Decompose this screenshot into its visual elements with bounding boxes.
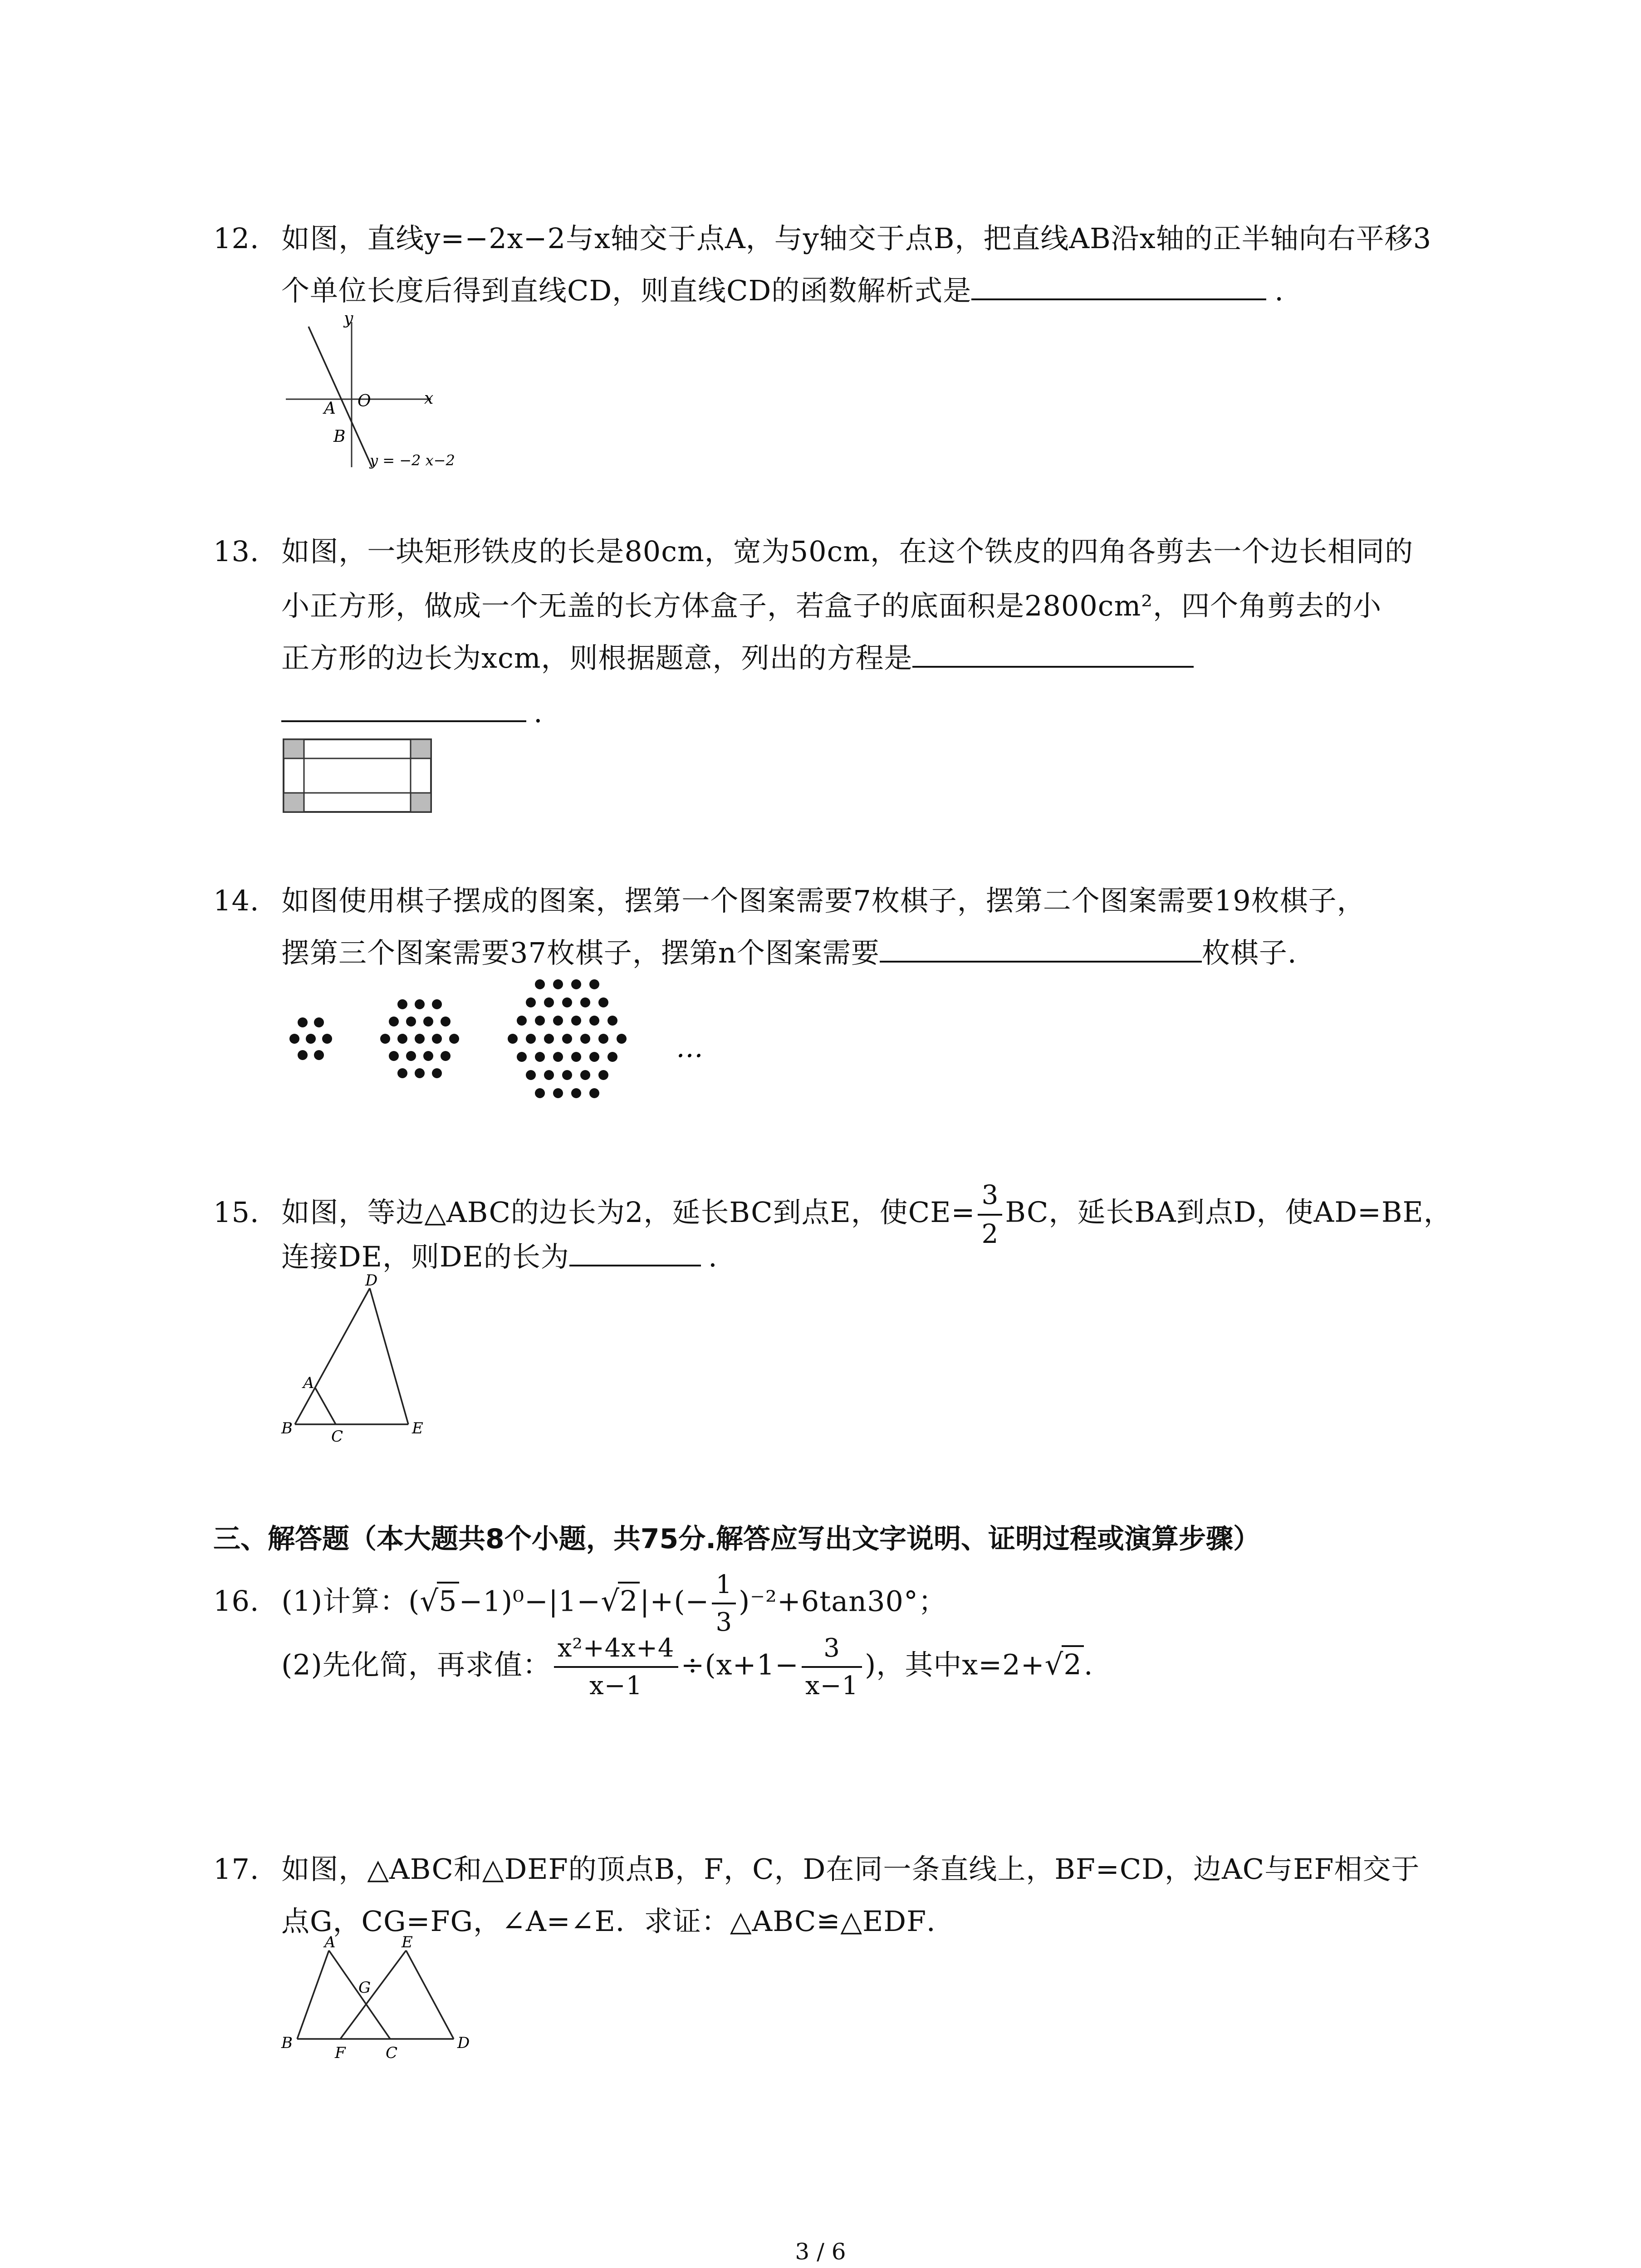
q13-number: 13. bbox=[213, 535, 260, 568]
chess-piece-dot bbox=[571, 1052, 581, 1062]
q17-text2: 点G，CG=FG，∠A=∠E．求证：△ABC≌△EDF． bbox=[281, 1905, 955, 1938]
chess-piece-dot bbox=[397, 999, 407, 1009]
q14-line2 bbox=[281, 936, 1297, 969]
chess-piece-dot bbox=[598, 997, 608, 1007]
q17-number: 17. bbox=[213, 1853, 260, 1886]
q15-answer-blank bbox=[569, 1260, 701, 1266]
section-3-heading: 三、解答题（本大题共8个小题，共75分.解答应写出文字说明、证明过程或演算步骤） bbox=[213, 1523, 1261, 1555]
q12-line2 bbox=[281, 274, 1284, 307]
chess-piece-dot bbox=[289, 1034, 299, 1044]
chess-piece-dot bbox=[306, 1034, 316, 1044]
chess-piece-dot bbox=[544, 997, 554, 1007]
q16-p2-sqrt: 2 bbox=[1062, 1645, 1083, 1681]
q17-figure bbox=[277, 1935, 476, 2071]
chess-piece-dot bbox=[432, 1034, 442, 1044]
chess-piece-dot bbox=[607, 1052, 617, 1062]
q16-number: 16. bbox=[213, 1584, 260, 1618]
chess-piece-dot bbox=[553, 1088, 563, 1098]
chess-piece-dot bbox=[535, 1052, 545, 1062]
q14-text1: 如图使用棋子摆成的图案，摆第一个图案需要7枚棋子，摆第二个图案需要19枚棋子， bbox=[281, 884, 1366, 917]
q13-answer-blank-1 bbox=[912, 661, 1194, 668]
q16-p1a: (1)计算：( bbox=[281, 1584, 420, 1618]
chess-piece-dot bbox=[580, 1070, 590, 1080]
q12-text1: 如图，直线y=−2x−2与x轴交于点A，与y轴交于点B，把直线AB沿x轴的正半轴向右平移3 bbox=[281, 222, 1432, 255]
chess-piece-dot bbox=[553, 1016, 563, 1026]
chess-piece-dot bbox=[423, 1051, 433, 1061]
q15-text1b: BC，延长BA到点D，使AD=BE， bbox=[1005, 1195, 1452, 1229]
q15-figure bbox=[277, 1271, 440, 1447]
q17-line1 bbox=[213, 1853, 1420, 1886]
chess-piece-dot bbox=[322, 1034, 332, 1044]
chess-piece-dot bbox=[389, 1051, 399, 1061]
chess-piece-dot bbox=[298, 1017, 308, 1027]
q17-text1: 如图，△ABC和△DEF的顶点B，F，C，D在同一条直线上，BF=CD，边AC与EF相交于 bbox=[281, 1853, 1420, 1886]
q16-p2-frac1-den: x−1 bbox=[589, 1671, 643, 1701]
chess-piece-dot bbox=[508, 1034, 518, 1044]
q16-p2a: (2)先化简，再求值： bbox=[281, 1648, 551, 1681]
q15-fig-d: D bbox=[365, 1271, 378, 1290]
q14-number: 14. bbox=[213, 884, 260, 917]
chess-piece-dot bbox=[580, 997, 590, 1007]
chess-piece-dot bbox=[562, 997, 572, 1007]
chess-piece-dot bbox=[544, 1070, 554, 1080]
chess-piece-dot bbox=[517, 1016, 527, 1026]
q12-fig-eq: y = −2 x−2 bbox=[370, 452, 455, 469]
q15-line1 bbox=[213, 1179, 1452, 1250]
q12-line1 bbox=[213, 222, 1432, 255]
q17-fig-c: C bbox=[386, 2044, 398, 2062]
q15-text1a: 如图，等边△ABC的边长为2，延长BC到点E，使CE= bbox=[281, 1195, 975, 1229]
q16-p2d: . bbox=[1083, 1648, 1093, 1681]
chess-piece-dot bbox=[406, 1017, 416, 1026]
q13-figure bbox=[281, 737, 436, 816]
q13-line2 bbox=[281, 589, 1382, 622]
q12-number: 12. bbox=[213, 222, 260, 255]
q12-answer-blank bbox=[971, 294, 1266, 300]
chess-piece-dot bbox=[314, 1017, 324, 1027]
q17-fig-d: D bbox=[457, 2034, 470, 2052]
q14-ellipsis: … bbox=[676, 1032, 703, 1064]
q12-fig-b: B bbox=[333, 427, 346, 446]
q15-frac-den: 2 bbox=[981, 1218, 999, 1249]
chess-piece-dot bbox=[314, 1050, 324, 1060]
q16-part1: 16. (1)计算：(√5−1)⁰−|1−√2|+(− $\frac{1}{3}$ )⁻²+6tan30°； bbox=[213, 1570, 947, 1637]
q15-fig-c: C bbox=[331, 1427, 343, 1446]
q14-text2a: 摆第三个图案需要37枚棋子，摆第n个图案需要 bbox=[281, 936, 880, 969]
q15-line2 bbox=[281, 1240, 718, 1273]
chess-piece-dot bbox=[562, 1034, 572, 1044]
q16-p2-frac1 bbox=[554, 1633, 678, 1701]
q15-fig-b: B bbox=[281, 1419, 293, 1437]
q14-figure bbox=[272, 966, 726, 1120]
chess-piece-dot bbox=[380, 1034, 390, 1044]
q16-p2-frac1-num: x²+4x+4 bbox=[554, 1633, 678, 1668]
q15-fig-e: E bbox=[412, 1419, 423, 1437]
q17-line2 bbox=[281, 1907, 955, 1936]
chess-piece-dot bbox=[517, 1052, 527, 1062]
chess-piece-dot bbox=[441, 1051, 451, 1061]
chess-piece-dot bbox=[415, 999, 425, 1009]
chess-piece-dot bbox=[432, 999, 442, 1009]
chess-piece-dot bbox=[589, 1052, 599, 1062]
chess-piece-dot bbox=[589, 979, 599, 989]
q15-period: . bbox=[708, 1240, 718, 1273]
q16-p1-frac-den: 3 bbox=[715, 1608, 733, 1637]
q13-text3: 正方形的边长为xcm，则根据题意，列出的方程是 bbox=[281, 641, 913, 675]
chess-piece-dot bbox=[298, 1050, 308, 1060]
chess-piece-dot bbox=[449, 1034, 459, 1044]
q12-figure bbox=[277, 309, 467, 476]
chess-piece-dot bbox=[526, 1034, 536, 1044]
chess-piece-dot bbox=[607, 1016, 617, 1026]
chess-piece-dot bbox=[589, 1088, 599, 1098]
q14-answer-blank bbox=[880, 956, 1202, 963]
q16-p1d: )⁻²+6tan30°； bbox=[739, 1584, 947, 1618]
chess-piece-dot bbox=[571, 1088, 581, 1098]
q14-line1 bbox=[213, 884, 1366, 917]
chess-piece-dot bbox=[562, 1070, 572, 1080]
q15-frac-num: 3 bbox=[978, 1179, 1002, 1216]
q16-p2c: )，其中x=2+ bbox=[865, 1648, 1045, 1681]
q17-fig-e: E bbox=[402, 1933, 413, 1951]
q16-part2: (2)先化简，再求值： $\frac{\text{x²+4x+4}}{x-1}$ ÷(x+1− $\frac{3}{x-1}$ )，其中x=2+√2. bbox=[281, 1633, 1093, 1701]
chess-piece-dot bbox=[617, 1034, 627, 1044]
q16-p1c: |+(− bbox=[640, 1584, 710, 1618]
chess-piece-dot bbox=[406, 1051, 416, 1061]
q16-p2b: ÷(x+1− bbox=[681, 1648, 799, 1681]
q16-p2-frac2-num: 3 bbox=[802, 1633, 862, 1668]
chess-piece-dot bbox=[571, 979, 581, 989]
q16-p2-frac2-den: x−1 bbox=[805, 1671, 859, 1701]
q12-fig-a: A bbox=[324, 399, 336, 418]
q13-answer-blank-2 bbox=[281, 716, 526, 722]
chess-piece-dot bbox=[535, 1088, 545, 1098]
q14-text2b: 枚棋子. bbox=[1201, 936, 1297, 969]
q15-fraction bbox=[978, 1179, 1002, 1250]
q17-fig-a: A bbox=[324, 1933, 336, 1951]
q16-p2-frac2 bbox=[802, 1633, 862, 1701]
chess-piece-dot bbox=[432, 1068, 442, 1078]
q16-p1-frac bbox=[712, 1569, 736, 1637]
q16-p1-sqrt2: 2 bbox=[618, 1582, 640, 1618]
chess-piece-dot bbox=[415, 1034, 425, 1044]
q15-fig-a: A bbox=[303, 1374, 314, 1392]
chess-piece-dot bbox=[544, 1034, 554, 1044]
q15-text2: 连接DE，则DE的长为 bbox=[281, 1240, 569, 1273]
q13-line4 bbox=[281, 696, 543, 729]
chess-piece-dot bbox=[553, 1052, 563, 1062]
chess-piece-dot bbox=[389, 1017, 399, 1026]
q17-fig-f: F bbox=[335, 2044, 346, 2062]
q16-p1b: −1)⁰−|1− bbox=[459, 1584, 601, 1618]
chess-piece-dot bbox=[397, 1034, 407, 1044]
chess-piece-dot bbox=[441, 1017, 451, 1026]
q17-fig-g: G bbox=[358, 1979, 371, 1997]
chess-piece-dot bbox=[589, 1016, 599, 1026]
q12-period: . bbox=[1274, 274, 1284, 307]
chess-piece-dot bbox=[598, 1034, 608, 1044]
q15-number: 15. bbox=[213, 1195, 260, 1229]
q12-text2: 个单位长度后得到直线CD，则直线CD的函数解析式是 bbox=[281, 274, 972, 307]
chess-piece-dot bbox=[397, 1068, 407, 1078]
chess-piece-dot bbox=[535, 979, 545, 989]
q12-fig-x: x bbox=[424, 389, 434, 408]
q16-p1-sqrt: 5 bbox=[437, 1582, 459, 1618]
chess-piece-dot bbox=[526, 1070, 536, 1080]
q17-fig-b: B bbox=[281, 2034, 293, 2052]
q12-fig-o: O bbox=[358, 392, 371, 411]
chess-piece-dot bbox=[598, 1070, 608, 1080]
q12-fig-y: y bbox=[344, 309, 353, 328]
q13-line3 bbox=[281, 641, 1194, 675]
chess-piece-dot bbox=[423, 1017, 433, 1026]
chess-piece-dot bbox=[571, 1016, 581, 1026]
chess-piece-dot bbox=[535, 1016, 545, 1026]
q13-line1 bbox=[213, 535, 1414, 568]
q13-period: . bbox=[534, 696, 543, 729]
q16-p1-frac-num: 1 bbox=[712, 1569, 736, 1604]
page-number: 3 / 6 bbox=[795, 2239, 846, 2265]
chess-piece-dot bbox=[415, 1068, 425, 1078]
chess-piece-dot bbox=[526, 997, 536, 1007]
chess-piece-dot bbox=[580, 1034, 590, 1044]
chess-piece-dot bbox=[553, 979, 563, 989]
q13-text1: 如图，一块矩形铁皮的长是80cm，宽为50cm，在这个铁皮的四角各剪去一个边长相同的 bbox=[281, 535, 1414, 568]
q13-text2: 小正方形，做成一个无盖的长方体盒子，若盒子的底面积是2800cm²，四个角剪去的小 bbox=[281, 589, 1382, 622]
